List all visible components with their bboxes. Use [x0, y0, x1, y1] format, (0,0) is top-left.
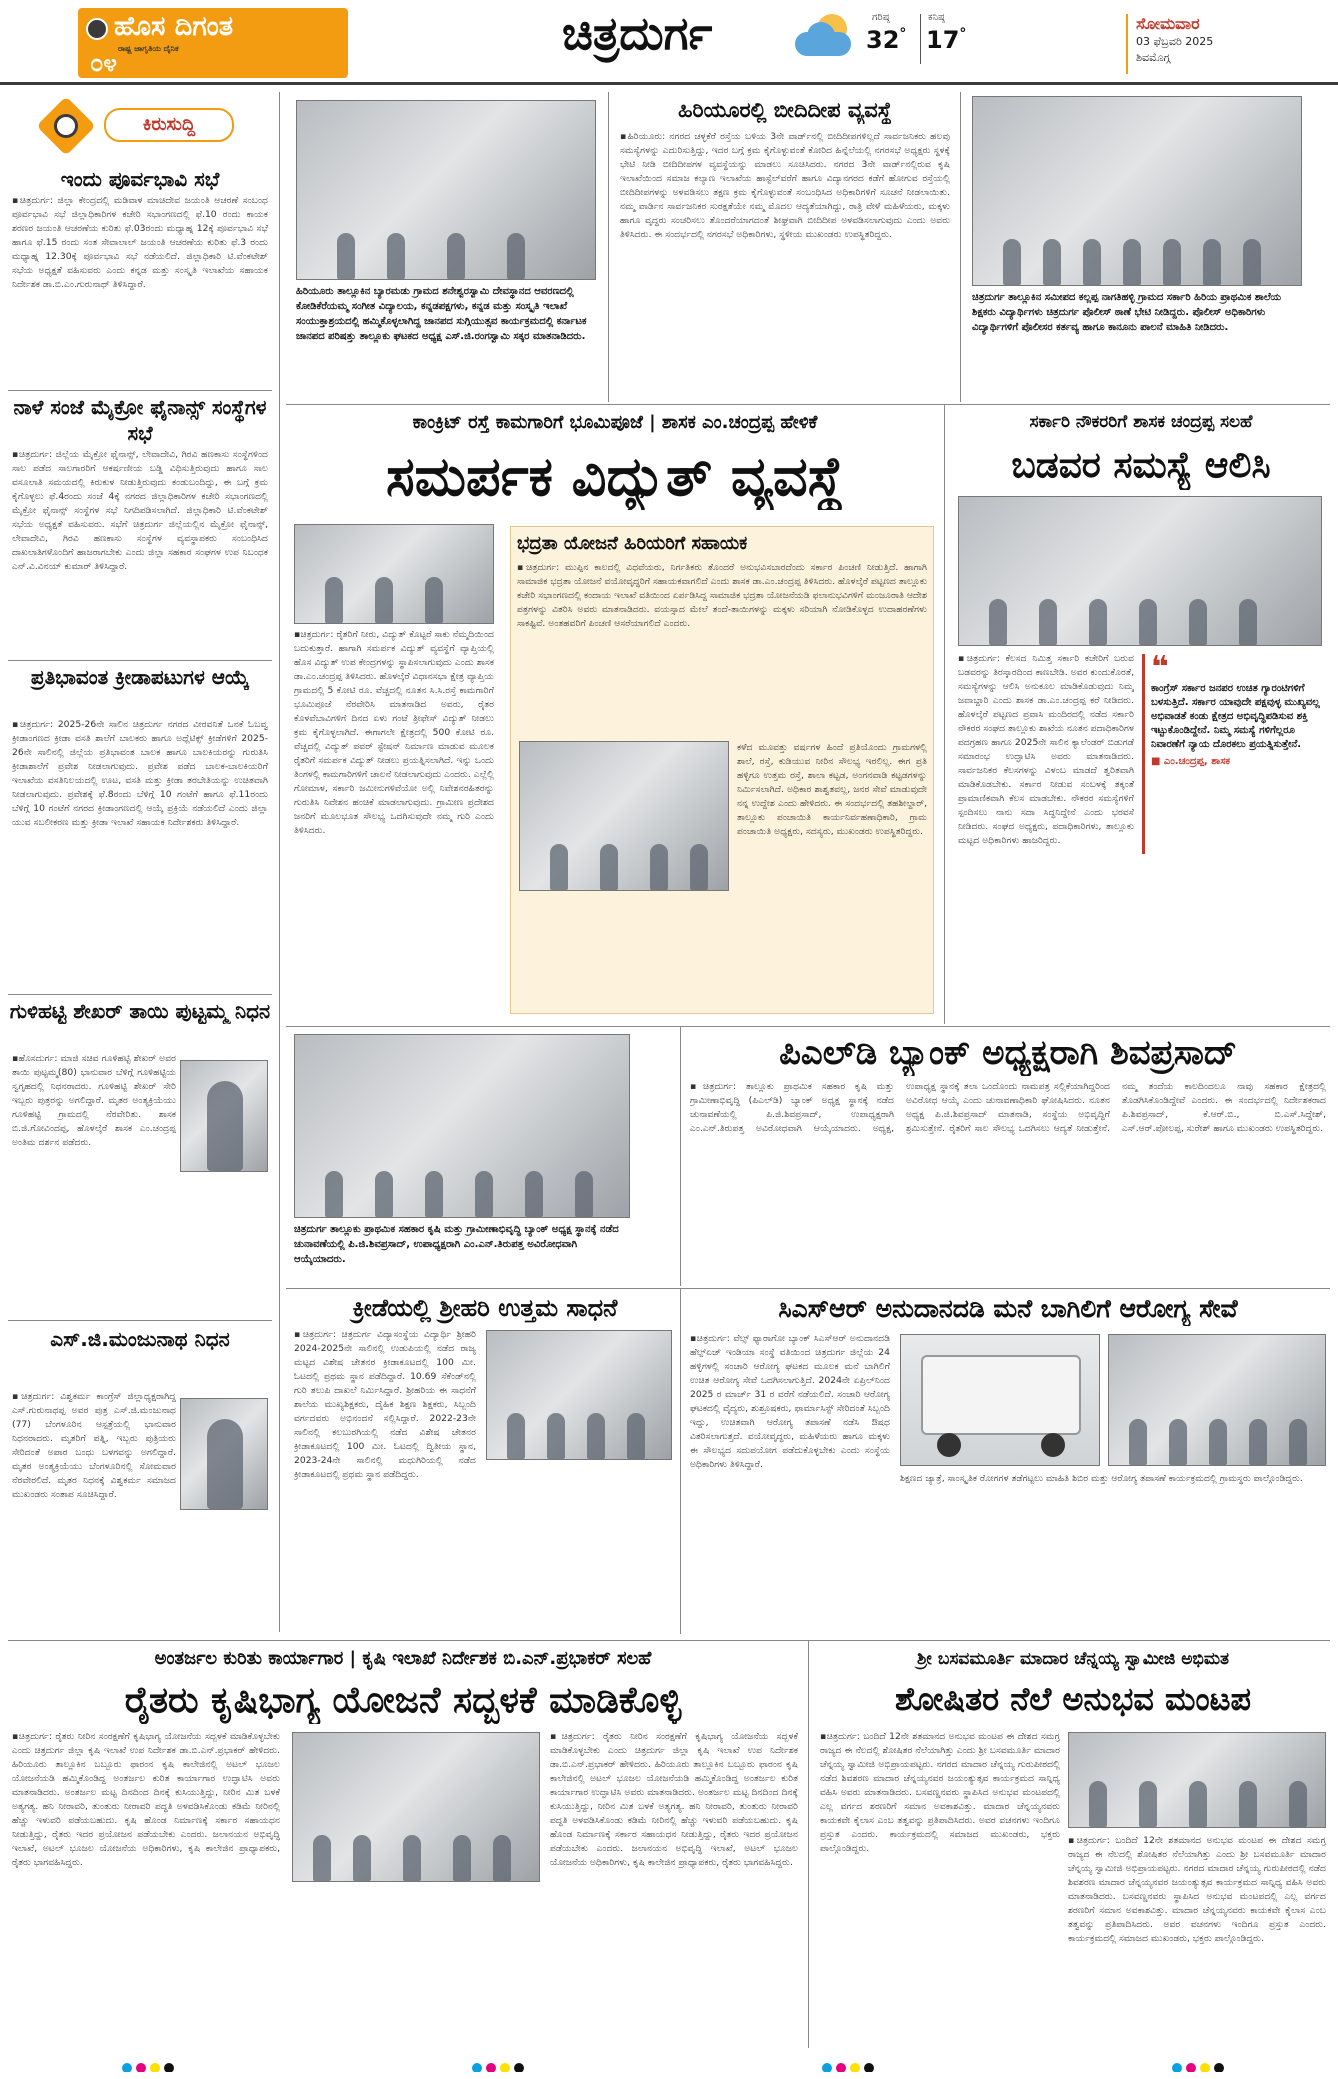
pld-photo [294, 1034, 630, 1218]
sidebar-headline: ನಾಳೆ ಸಂಜೆ ಮೈಕ್ರೋ ಫೈನಾನ್ಸ್ ಸಂಸ್ಥೆಗಳ ಸಭೆ [13, 395, 267, 445]
masthead [0, 0, 1338, 86]
weather-cloud-icon [795, 14, 855, 64]
lead-box-photo [519, 741, 729, 891]
sports-photo [486, 1330, 672, 1460]
bottom-left-kicker: ಅಂತರ್ಜಲ ಕುರಿತು ಕಾರ್ಯಾಗಾರ | ಕೃಷಿ ಇಲಾಖೆ ನಿರ್ದೇಶಕ ಬಿ.ಎನ್.ಪ್ರಭಾಕರ್ ಸಲಹೆ [154, 1648, 652, 1669]
obituary-photo [180, 1060, 268, 1172]
lead-headline: ಸಮರ್ಪಕ ವಿದ್ಯುತ್ ವ್ಯವಸ್ಥೆ [385, 444, 845, 508]
bottom-right-body: ▪ಚಿತ್ರದುರ್ಗ: ಬಂದಿದೆ 12ನೇ ಶತಮಾನದ ಅನುಭವ ಮಂಟಪ ಈ ದೇಶದ ಸಮಗ್ರ ರಾಜ್ಯದ ಈ ನೆಲದಲ್ಲಿ ಶೋಷಿತರ ನೆಲೆಯಾಗಿತ್ತು ಎಂದು ಶ್ರೀ ಬಸವಮೂರ್ತಿ ಮಾದಾರ ಚೆನ್ನಯ್ಯ ಸ್ವಾಮೀಜಿ ಅಭಿಪ್ರಾಯಪಟ್ಟರು. ನಗರದ ಮಾದಾರ ಚೆನ್ನಯ್ಯ ಗುರುಪೀಠದಲ್ಲಿ ನಡೆದ ಶಿವಶರಣ ಮಾದಾರ ಚೆನ್ನಯ್ಯನವರ ಜಯಂತ್ಯುತ್ಸವ ಕಾರ್ಯಕ್ರಮದ ಸಾನ್ನಿಧ್ಯ ವಹಿಸಿ ಅವರು ಮಾತನಾಡಿದರು. ಬಸವಣ್ಣನವರು ಸ್ಥಾಪಿಸಿದ ಅನುಭವ ಮಂಟಪದಲ್ಲಿ ಎಲ್ಲ ವರ್ಗದ ಶರಣರಿಗೆ ಸಮಾನ ಅವಕಾಶವಿತ್ತು. ಮಾದಾರ ಚೆನ್ನಯ್ಯನವರು ಕಾಯಕವೇ ಕೈಲಾಸ ಎಂಬ ತತ್ವವನ್ನು ಪ್ರತಿಪಾದಿಸಿದರು. ಅವರ ವಚನಗಳು ಇಂದಿಗೂ ಪ್ರಸ್ತುತ ಎಂದರು. ಕಾರ್ಯಕ್ರಮದಲ್ಲಿ ಸಮಾಜದ ಮುಖಂಡರು, ಭಕ್ತರು ಪಾಲ್ಗೊಂಡಿದ್ದರು. [820, 1731, 1060, 1854]
health-group-photo [1108, 1334, 1326, 1466]
logo-badge-icon [86, 18, 108, 40]
date-box [1126, 14, 1276, 74]
sidebar-body: ▪ಚಿತ್ರದುರ್ಗ: ಜಿಲ್ಲೆಯ ಮೈಕ್ರೋ ಫೈನಾನ್ಸ್, ಲೇವಾದೇವಿ, ಗಿರವಿ ಹಣಕಾಸು ಸಂಸ್ಥೆಗಳಿಂದ ಸಾಲ ಪಡೆದ ಸಾಲಗಾರರಿಗೆ ಆಕರ್ಷಣೀಯ ಬಡ್ಡಿ ವಿಧಿಸುತ್ತಿರುವುದು ಹಾಗೂ ಸಾಲ ವಸೂಲಾತಿ ಸಮಯದಲ್ಲಿ ಕಿರುಕುಳ ನೀಡುತ್ತಿರುವುದು ಕಂಡುಬಂದಿದ್ದು, ಈ ಬಗ್ಗೆ ಕ್ರಮ ಕೈಗೊಳ್ಳಲು ಫೆ.4ರಂದು ಸಂಜೆ 4ಕ್ಕೆ ನಗರದ ಜಿಲ್ಲಾಧಿಕಾರಿಗಳ ಕಚೇರಿ ಸಭಾಂಗಣದಲ್ಲಿ ಮೈಕ್ರೋ ಫೈನಾನ್ಸ್ ಸಂಸ್ಥೆಗಳ ಸಭೆ ನಿಗದಿಪಡಿಸಲಾಗಿದೆ. ಜಿಲ್ಲಾಧಿಕಾರಿ ಟಿ.ವೆಂಕಟೇಶ್ ಸಭೆಯ ಅಧ್ಯಕ್ಷತೆ ವಹಿಸುವರು. ಸಭೆಗೆ ಚಿತ್ರದುರ್ಗ ಜಿಲ್ಲೆಯಲ್ಲಿನ ಮೈಕ್ರೋ ಫೈನಾನ್ಸ್, ಲೇವಾದೇವಿ, ಗಿರವಿ ಹಣಕಾಸು ಸಂಸ್ಥೆಗಳ ವ್ಯವಸ್ಥಾಪಕರು ಸಂಬಂಧಿಸಿದ ದಾಖಲಾತಿಗಳೊಂದಿಗೆ ಹಾಜರಾಗಬೇಕು ಎಂದು ಜಿಲ್ಲಾ ಸಹಕಾರ ಸಂಘಗಳ ಉಪ ನಿಬಂಧಕ ಎನ್.ವಿ.ವಿನಯ್ ಕುಮಾರ್ ತಿಳಿಸಿದ್ದಾರೆ. [12, 449, 268, 572]
district-name: ಚಿತ್ರದುರ್ಗ [562, 6, 713, 60]
lead-body-1: ▪ಚಿತ್ರದುರ್ಗ: ರೈತರಿಗೆ ನೀರು, ವಿದ್ಯುತ್ ಕೊಟ್ಟರೆ ಸಾಕು ನೆಮ್ಮದಿಯಿಂದ ಬದುಕುತ್ತಾರೆ. ಹಾಗಾಗಿ ಸಮರ್ಪಕ ವಿದ್ಯುತ್ ವ್ಯವಸ್ಥೆಗೆ ವ್ಯಾಪ್ತಿಯಲ್ಲಿ ಹೊಸ ವಿದ್ಯುತ್ ಉಪ ಕೇಂದ್ರಗಳನ್ನು ಸ್ಥಾಪಿಸಲಾಗುವುದು ಎಂದು ಶಾಸಕ ಡಾ.ಎಂ.ಚಂದ್ರಪ್ಪ ತಿಳಿಸಿದರು. ಹೊಳಲ್ಕೆರೆ ವಿಧಾನಸಭಾ ಕ್ಷೇತ್ರ ವ್ಯಾಪ್ತಿಯ ಗ್ರಾಮದಲ್ಲಿ 5 ಕೋಟಿ ರೂ. ವೆಚ್ಚದಲ್ಲಿ ನೂತನ ಸಿ.ಸಿ.ರಸ್ತೆ ಕಾಮಗಾರಿಗೆ ಭೂಮಿಪೂಜೆ ನೆರವೇರಿಸಿ ಮಾತನಾಡಿದ ಅವರು, ರೈತರ ಕೊಳವೆಬಾವಿಗಳಿಗೆ ದಿನದ ಏಳು ಗಂಟೆ ತ್ರೀಫೇಸ್ ವಿದ್ಯುತ್ ನೀಡಲು ಕ್ರಮ ಕೈಗೊಳ್ಳಲಾಗಿದೆ. ಈಗಾಗಲೇ ಕ್ಷೇತ್ರದಲ್ಲಿ 500 ಕೋಟಿ ರೂ. ವೆಚ್ಚದಲ್ಲಿ ವಿದ್ಯುತ್ ಪವರ್ ಸ್ಟೇಷನ್ ನಿರ್ಮಾಣ ಮಾಡುವ ಮೂಲಕ ರೈತರಿಗೆ ಸಮರ್ಪಕ ವಿದ್ಯುತ್ ನೀಡಲು ಪ್ರಯತ್ನಿಸಲಾಗಿದೆ. ಇನ್ನು ಒಂದು ತಿಂಗಳಲ್ಲಿ ಕಾಮಗಾರಿಗಳಿಗೆ ಚಾಲನೆ ನೀಡಲಾಗುವುದು ಎಂದರು. ಎಲ್ಲೆಲ್ಲಿ ಗೋಮಾಳ, ಸರ್ಕಾರಿ ಜಮೀನುಗಳಿವೆಯೋ ಅಲ್ಲಿ ನಿವೇಶನರಹಿತರನ್ನು ಗುರುತಿಸಿ ನಿವೇಶನ ಹಂಚಿಕೆ ಮಾಡಲಾಗುವುದು. ಗ್ರಾಮೀಣ ಪ್ರದೇಶದ ಜನರಿಗೆ ಮೂಲಭೂತ ಸೌಲಭ್ಯ ಒದಗಿಸುವುದೇ ನಮ್ಮ ಗುರಿ ಎಂದು ತಿಳಿಸಿದರು. [294, 629, 494, 836]
right-story-photo [958, 496, 1322, 646]
top-photo-2 [972, 96, 1302, 286]
kirusuddi-badge [38, 98, 238, 154]
bottom-left-body-2: ▪ಚಿತ್ರದುರ್ಗ: ರೈತರು ನೀರಿನ ಸಂರಕ್ಷಣೆಗೆ ಕೃಷಿಭಾಗ್ಯ ಯೋಜನೆಯ ಸದ್ಬಳಕೆ ಮಾಡಿಕೊಳ್ಳಬೇಕು ಎಂದು ಚಿತ್ರದುರ್ಗ ಜಿಲ್ಲಾ ಕೃಷಿ ಇಲಾಖೆ ಉಪ ನಿರ್ದೇಶಕ ಡಾ.ಬಿ.ಎನ್.ಪ್ರಭಾಕರ್ ಹೇಳಿದರು. ಹಿರಿಯೂರು ತಾಲ್ಲೂಕಿನ ಬಬ್ಬೂರು ಫಾರಂನ ಕೃಷಿ ಕಾಲೇಜಿನಲ್ಲಿ ಅಟಲ್ ಭೂಜಲ ಯೋಜನೆಯಡಿ ಹಮ್ಮಿಕೊಂಡಿದ್ದ ಅಂತರ್ಜಲ ಕುರಿತ ಕಾರ್ಯಾಗಾರ ಉದ್ಘಾಟಿಸಿ ಅವರು ಮಾತನಾಡಿದರು. ಅಂತರ್ಜಲ ಮಟ್ಟ ದಿನದಿಂದ ದಿನಕ್ಕೆ ಕುಸಿಯುತ್ತಿದ್ದು, ನೀರಿನ ಮಿತ ಬಳಕೆ ಅತ್ಯಗತ್ಯ. ಹನಿ ನೀರಾವರಿ, ತುಂತುರು ನೀರಾವರಿ ಪದ್ಧತಿ ಅಳವಡಿಸಿಕೊಂಡು ಕಡಿಮೆ ನೀರಿನಲ್ಲಿ ಹೆಚ್ಚು ಇಳುವರಿ ಪಡೆಯಬಹುದು. ಕೃಷಿ ಹೊಂಡ ನಿರ್ಮಾಣಕ್ಕೆ ಸರ್ಕಾರ ಸಹಾಯಧನ ನೀಡುತ್ತಿದ್ದು, ರೈತರು ಇದರ ಪ್ರಯೋಜನ ಪಡೆಯಬೇಕು ಎಂದರು. ಜಲಾನಯನ ಅಭಿವೃದ್ಧಿ ಇಲಾಖೆ, ಅಟಲ್ ಭೂಜಲ ಯೋಜನೆಯ ಅಧಿಕಾರಿಗಳು, ಕೃಷಿ ಕಾಲೇಜಿನ ಪ್ರಾಧ್ಯಾಪಕರು, ರೈತರು ಭಾಗವಹಿಸಿದ್ದರು. [550, 1731, 798, 1868]
health-headline: ಸಿಎಸ್‌ಆರ್ ಅನುದಾನದಡಿ ಮನೆ ಬಾಗಿಲಿಗೆ ಆರೋಗ್ಯ ಸೇವೆ [778, 1294, 1238, 1323]
page-number: ೦೪ [90, 49, 117, 77]
bottom-right-photo [1068, 1732, 1326, 1828]
registration-marks [820, 2058, 900, 2072]
edition-label: ಶಿವಮೊಗ್ಗ [1136, 51, 1171, 64]
streetlight-headline: ಹಿರಿಯೂರಲ್ಲಿ ಬೀದಿದೀಪ ವ್ಯವಸ್ಥೆ [678, 98, 892, 122]
sidebar-headline: ಗುಳಿಹಟ್ಟಿ ಶೇಖರ್ ತಾಯಿ ಪುಟ್ಟಮ್ಮ ನಿಧನ [9, 999, 271, 1023]
top-photo-1-caption: ಹಿರಿಯೂರು ತಾಲ್ಲೂಕಿನ ಬ್ಯಾರಮಡು ಗ್ರಾಮದ ಶನೇಶ್ವರಸ್ವಾಮಿ ದೇವಸ್ಥಾನದ ಆವರಣದಲ್ಲಿ ಕೋಡಿಕೆರೆಯಮ್ಮ ಸಂಗೀತ ವಿದ್ಯಾಲಯ, ಕನ್ನಡಪಕ್ಷಗಳು, ಕನ್ನಡ ಮತ್ತು ಸಂಸ್ಕೃತಿ ಇಲಾಖೆ ಸಂಯುಕ್ತಾಶ್ರಯದಲ್ಲಿ ಹಮ್ಮಿಕೊಳ್ಳಲಾಗಿದ್ದ ಜಾನಪದ ಸುಗ್ಗಿಯುತ್ಸವ ಕಾರ್ಯಕ್ರಮದಲ್ಲಿ ಕರ್ನಾಟಕ ಜಾನಪದ ಪರಿಷತ್ತು ತಾಲ್ಲೂಕು ಘಟಕದ ಅಧ್ಯಕ್ಷ ಎಸ್.ಜಿ.ರಂಗಸ್ವಾಮಿ ಸಕ್ಕರ ಮಾತನಾಡಿದರು. [296, 286, 587, 342]
min-temp-label: ಕನಿಷ್ಠ [928, 12, 945, 23]
top-photo-1 [296, 100, 596, 280]
right-story-headline: ಬಡವರ ಸಮಸ್ಯೆ ಆಲಿಸಿ [1011, 444, 1271, 486]
sidebar-headline: ಪ್ರತಿಭಾವಂತ ಕ್ರೀಡಾಪಟುಗಳ ಆಯ್ಕೆ [30, 665, 250, 689]
lead-box-body-2: ಕಳೆದ ಮೂವತ್ತು ವರ್ಷಗಳ ಹಿಂದೆ ಪ್ರತಿಯೊಂದು ಗ್ರಾಮಗಳಲ್ಲಿ ಶಾಲೆ, ರಸ್ತೆ, ಕುಡಿಯುವ ನೀರಿನ ಸೌಲಭ್ಯ ಇರಲಿಲ್ಲ. ಈಗ ಪ್ರತಿ ಹಳ್ಳಿಗೂ ಉತ್ತಮ ರಸ್ತೆ, ಶಾಲಾ ಕಟ್ಟಡ, ಅಂಗನವಾಡಿ ಕಟ್ಟಡಗಳನ್ನು ನಿರ್ಮಿಸಲಾಗಿದೆ. ಅಧಿಕಾರ ಶಾಶ್ವತವಲ್ಲ, ಜನರ ಸೇವೆ ಮಾಡುವುದೇ ನನ್ನ ಉದ್ದೇಶ ಎಂದು ಹೇಳಿದರು. ಈ ಸಂದರ್ಭದಲ್ಲಿ ತಹಶೀಲ್ದಾರ್, ತಾಲ್ಲೂಕು ಪಂಚಾಯಿತಿ ಕಾರ್ಯನಿರ್ವಹಣಾಧಿಕಾರಿ, ಗ್ರಾಮ ಪಂಚಾಯಿತಿ ಅಧ್ಯಕ್ಷರು, ಸದಸ್ಯರು, ಮುಖಂಡರು ಉಪಸ್ಥಿತರಿದ್ದರು. [737, 742, 927, 837]
pld-headline: ಪಿಎಲ್‌ಡಿ ಬ್ಯಾಂಕ್ ಅಧ್ಯಕ್ಷರಾಗಿ ಶಿವಪ್ರಸಾದ್ [779, 1033, 1237, 1073]
quote-mark-icon: ❝ [1151, 654, 1169, 685]
registration-marks [1170, 2058, 1250, 2072]
health-body: ▪ಚಿತ್ರದುರ್ಗ: ವೆಲ್ಸ್ ಫ್ಯಾರಾಗೋ ಬ್ಯಾಂಕ್ ಸಿಎಸ್‌ಆರ್ ಅನುದಾನದಡಿ ಹೆಲ್ಪ್‌ಏಜ್ ಇಂಡಿಯಾ ಸಂಸ್ಥೆ ವತಿಯಿಂದ ಚಿತ್ರದುರ್ಗ ಜಿಲ್ಲೆಯ 24 ಹಳ್ಳಿಗಳಲ್ಲಿ ಸಂಚಾರಿ ಆರೋಗ್ಯ ಘಟಕದ ಮೂಲಕ ಮನೆ ಬಾಗಿಲಿಗೆ ಉಚಿತ ಆರೋಗ್ಯ ಸೇವೆ ಒದಗಿಸಲಾಗುತ್ತಿದೆ. 2024ನೇ ಏಪ್ರಿಲ್‌ನಿಂದ 2025 ರ ಮಾರ್ಚ್ 31 ರ ವರೆಗೆ ನಡೆಯಲಿದೆ. ಸಂಚಾರಿ ಆರೋಗ್ಯ ಘಟಕದಲ್ಲಿ ವೈದ್ಯರು, ಶುಶ್ರೂಷಕರು, ಫಾರ್ಮಾಸಿಸ್ಟ್ ಸೇರಿದಂತೆ ಸಿಬ್ಬಂದಿ ಇದ್ದು, ಉಚಿತವಾಗಿ ಆರೋಗ್ಯ ತಪಾಸಣೆ ನಡೆಸಿ ಔಷಧ ವಿತರಿಸಲಾಗುತ್ತದೆ. ವಯೋವೃದ್ಧರು, ಮಹಿಳೆಯರು ಹಾಗೂ ಮಕ್ಕಳು ಈ ಸೌಲಭ್ಯದ ಸದುಪಯೋಗ ಪಡೆದುಕೊಳ್ಳಬೇಕು ಎಂದು ಸಂಸ್ಥೆಯ ಅಧಿಕಾರಿಗಳು ತಿಳಿಸಿದ್ದಾರೆ. [690, 1333, 890, 1470]
lead-box [510, 526, 934, 1014]
max-temp: 32° [866, 26, 907, 54]
pld-body: ▪ಚಿತ್ರದುರ್ಗ: ತಾಲ್ಲೂಕು ಪ್ರಾಥಮಿಕ ಸಹಕಾರ ಕೃಷಿ ಮತ್ತು ಗ್ರಾಮೀಣಾಭಿವೃದ್ಧಿ (ಪಿಎಲ್‌ಡಿ) ಬ್ಯಾಂಕ್ ಅಧ್ಯಕ್ಷ ಸ್ಥಾನಕ್ಕೆ ನಡೆದ ಚುನಾವಣೆಯಲ್ಲಿ ಪಿ.ಜಿ.ಶಿವಪ್ರಸಾದ್, ಉಪಾಧ್ಯಕ್ಷರಾಗಿ ಎಂ.ಎನ್.ತಿರುಪತ್ತ ಅವಿರೋಧವಾಗಿ ಆಯ್ಕೆಯಾದರು. ಅಧ್ಯಕ್ಷ, ಉಪಾಧ್ಯಕ್ಷ ಸ್ಥಾನಕ್ಕೆ ತಲಾ ಒಂದೊಂದು ನಾಮಪತ್ರ ಸಲ್ಲಿಕೆಯಾಗಿದ್ದರಿಂದ ಅವಿರೋಧ ಆಯ್ಕೆ ಎಂದು ಚುನಾವಣಾಧಿಕಾರಿ ಘೋಷಿಸಿದರು. ನೂತನ ಅಧ್ಯಕ್ಷ ಪಿ.ಜಿ.ಶಿವಪ್ರಸಾದ್ ಮಾತನಾಡಿ, ಸಂಸ್ಥೆಯ ಅಭಿವೃದ್ಧಿಗೆ ಶ್ರಮಿಸುತ್ತೇನೆ. ರೈತರಿಗೆ ಸಾಲ ಸೌಲಭ್ಯ ಒದಗಿಸಲು ಆದ್ಯತೆ ನೀಡುತ್ತೇನೆ. ನಮ್ಮ ತಂದೆಯ ಕಾಲದಿಂದಲೂ ನಾವು ಸಹಕಾರ ಕ್ಷೇತ್ರದಲ್ಲಿ ತೊಡಗಿಸಿಕೊಂಡಿದ್ದೇವೆ ಎಂದರು. ಈ ಸಂದರ್ಭದಲ್ಲಿ ನಿರ್ದೇಶಕರಾದ ಪಿ.ಶಿವಪ್ರಸಾದ್, ಕೆ.ಆರ್.ಬಿ., ಬಿ.ಎಸ್.ಸಿದ್ದೇಶ್, ಎಸ್.ಆರ್.ಪೋಲಪ್ಪ, ಸುರೇಶ್ ಹಾಗೂ ಮುಖಂಡರು ಉಪಸ್ಥಿತರಿದ್ದರು. [690, 1081, 1326, 1134]
health-photo-caption: ಶಿಕ್ಷಣದ ಜ್ಯಾತ್ರೆ, ಸಾಂಸ್ಕೃತಿಕ ರೋಗಗಳ ತಡೆಗಟ್ಟಲು ಮಾಹಿತಿ ಶಿಬಿರ ಮತ್ತು ಆರೋಗ್ಯ ತಪಾಸಣೆ ಕಾರ್ಯಕ್ರಮದಲ್ಲಿ ಗ್ರಾಮಸ್ಥರು ಪಾಲ್ಗೊಂಡಿದ್ದರು. [900, 1473, 1303, 1484]
bottom-left-photo [292, 1732, 540, 1882]
registration-marks [470, 2058, 550, 2072]
sidebar-headline: ಇಂದು ಪೂರ್ವಭಾವಿ ಸಭೆ [60, 167, 220, 191]
registration-marks [120, 2058, 200, 2072]
temp-divider [920, 14, 921, 64]
kirusuddi-label: ಕಿರುಸುದ್ದಿ [104, 108, 234, 142]
bottom-right-headline: ಶೋಷಿತರ ನೆಲೆ ಅನುಭವ ಮಂಟಪ [894, 1680, 1252, 1718]
logo-box [78, 8, 348, 78]
obituary-photo [180, 1398, 268, 1510]
health-vehicle-photo [900, 1334, 1100, 1466]
bottom-right-body-2: ▪ಚಿತ್ರದುರ್ಗ: ಬಂದಿದೆ 12ನೇ ಶತಮಾನದ ಅನುಭವ ಮಂಟಪ ಈ ದೇಶದ ಸಮಗ್ರ ರಾಜ್ಯದ ಈ ನೆಲದಲ್ಲಿ ಶೋಷಿತರ ನೆಲೆಯಾಗಿತ್ತು ಎಂದು ಶ್ರೀ ಬಸವಮೂರ್ತಿ ಮಾದಾರ ಚೆನ್ನಯ್ಯ ಸ್ವಾಮೀಜಿ ಅಭಿಪ್ರಾಯಪಟ್ಟರು. ನಗರದ ಮಾದಾರ ಚೆನ್ನಯ್ಯ ಗುರುಪೀಠದಲ್ಲಿ ನಡೆದ ಶಿವಶರಣ ಮಾದಾರ ಚೆನ್ನಯ್ಯನವರ ಜಯಂತ್ಯುತ್ಸವ ಕಾರ್ಯಕ್ರಮದ ಸಾನ್ನಿಧ್ಯ ವಹಿಸಿ ಅವರು ಮಾತನಾಡಿದರು. ಬಸವಣ್ಣನವರು ಸ್ಥಾಪಿಸಿದ ಅನುಭವ ಮಂಟಪದಲ್ಲಿ ಎಲ್ಲ ವರ್ಗದ ಶರಣರಿಗೆ ಸಮಾನ ಅವಕಾಶವಿತ್ತು. ಮಾದಾರ ಚೆನ್ನಯ್ಯನವರು ಕಾಯಕವೇ ಕೈಲಾಸ ಎಂಬ ತತ್ವವನ್ನು ಪ್ರತಿಪಾದಿಸಿದರು. ಅವರ ವಚನಗಳು ಇಂದಿಗೂ ಪ್ರಸ್ತುತ ಎಂದರು. ಕಾರ್ಯಕ್ರಮದಲ್ಲಿ ಸಮಾಜದ ಮುಖಂಡರು, ಭಕ್ತರು ಪಾಲ್ಗೊಂಡಿದ್ದರು. [1068, 1835, 1326, 1944]
kirusuddi-hand-icon [54, 114, 78, 138]
right-story-kicker: ಸರ್ಕಾರಿ ನೌಕರರಿಗೆ ಶಾಸಕ ಚಂದ್ರಪ್ಪ ಸಲಹೆ [1029, 412, 1253, 432]
min-temp: 17° [926, 26, 967, 54]
streetlight-body: ▪ಹಿರಿಯೂರು: ನಗರದ ಚಳ್ಳಕೆರೆ ರಸ್ತೆಯ ಬಳಿಯ 3ನೇ ವಾರ್ಡ್‌ನಲ್ಲಿ ಬೀದಿದೀಪಗಳಿಲ್ಲದೆ ಸಾರ್ವಜನಿಕರು ಹಲವು ಸಮಸ್ಯೆಗಳನ್ನು ಎದುರಿಸುತ್ತಿದ್ದು, ಇದರ ಬಗ್ಗೆ ಕ್ರಮ ಕೈಗೊಳ್ಳುವಂತೆ ಕೋರಿದ ಹಿನ್ನೆಲೆಯಲ್ಲಿ ನಗರಸಭೆ ಅಧ್ಯಕ್ಷರು ಸ್ಥಳಕ್ಕೆ ಭೇಟಿ ನೀಡಿ ಬೀದಿದೀಪಗಳ ವ್ಯವಸ್ಥೆಯನ್ನು ಮಾಡಲು ಸೂಚಿಸಿದರು. ನಗರದ 3ನೇ ವಾರ್ಡ್‌ನಲ್ಲಿರುವ ಕೃಷಿ ಇಲಾಖೆಯಿಂದ ಸಮಾಜ ಕಲ್ಯಾಣ ಇಲಾಖೆಯ ಹಾಸ್ಟೆಲ್‌ವರೆಗೆ ಹಾಗೂ ವಿದ್ಯಾನಗರದ ಕಡೆಗೆ ಹೋಗುವ ರಸ್ತೆಯಲ್ಲಿ ಬೀದಿದೀಪಗಳನ್ನು ಅಳವಡಿಸಲು ತಕ್ಷಣ ಕ್ರಮ ಕೈಗೊಳ್ಳುವಂತೆ ಸಂಬಂಧಿಸಿದ ಅಧಿಕಾರಿಗಳಿಗೆ ಸೂಚನೆ ನೀಡಲಾಯಿತು. ನಮ್ಮ ವಾರ್ಡಿನ ಸಾರ್ವಜನಿಕರ ಸುರಕ್ಷತೆಯೇ ನಮ್ಮ ಮೊದಲ ಆದ್ಯತೆಯಾಗಿದ್ದು, ರಾತ್ರಿ ವೇಳೆ ಮಹಿಳೆಯರು, ಮಕ್ಕಳು ಹಾಗೂ ವೃದ್ಧರು ಸಂಚರಿಸಲು ತೊಂದರೆಯಾಗದಂತೆ ಶೀಘ್ರವಾಗಿ ಬೀದಿದೀಪ ಅಳವಡಿಸಲಾಗುವುದು ಎಂದು ಅವರು ತಿಳಿಸಿದರು. ಈ ಸಂದರ್ಭದಲ್ಲಿ ನಗರಸಭೆ ಅಧಿಕಾರಿಗಳು, ಸ್ಥಳೀಯ ಮುಖಂಡರು ಉಪಸ್ಥಿತರಿದ್ದರು. [620, 131, 950, 240]
pld-photo-caption: ಚಿತ್ರದುರ್ಗ ತಾಲ್ಲೂಕು ಪ್ರಾಥಮಿಕ ಸಹಕಾರ ಕೃಷಿ ಮತ್ತು ಗ್ರಾಮೀಣಾಭಿವೃದ್ಧಿ ಬ್ಯಾಂಕ್ ಅಧ್ಯಕ್ಷ ಸ್ಥಾನಕ್ಕೆ ನಡೆದ ಚುನಾವಣೆಯಲ್ಲಿ ಪಿ.ಜಿ.ಶಿವಪ್ರಸಾದ್, ಉಪಾಧ್ಯಕ್ಷರಾಗಿ ಎಂ.ಎನ್.ತಿರುಪತ್ತ ಅವಿರೋಧವಾಗಿ ಆಯ್ಕೆಯಾದರು. [294, 1224, 619, 1265]
bottom-left-headline: ರೈತರು ಕೃಷಿಭಾಗ್ಯ ಯೋಜನೆ ಸದ್ಬಳಕೆ ಮಾಡಿಕೊಳ್ಳಿ [124, 1679, 682, 1721]
quote-author: ■ ಎಂ.ಚಂದ್ರಪ್ಪ, ಶಾಸಕ [1151, 756, 1231, 767]
quote-box [1142, 654, 1324, 854]
quote-text: ಕಾಂಗ್ರೆಸ್ ಸರ್ಕಾರ ಜನಪರ ಉಚಿತ ಗ್ಯಾರಂಟಿಗಳಿಗೆ ಬಳಸುತ್ತಿದೆ. ಸರ್ಕಾರ ಯಾವುದೇ ಪಕ್ಷವುಳ್ಳ ಮುಖ್ಯವಲ್ಲ ಅಭಿವಾಡತೆ ಕಂಡು ಕ್ಷೇತ್ರದ ಅಭಿವೃದ್ಧಿಪಡಿಸುವ ಶಕ್ತಿ ಇಟ್ಟುಕೊಂಡಿದ್ದೇನೆ. ನಿಮ್ಮ ಸಮಸ್ಯೆ ಗಳಿಗೆಲ್ಲರೂ ನಿವಾರಣೆಗೆ ನ್ಯಾಯ ದೊರಕಲು ಪ್ರಯತ್ನಿಸುತ್ತೇನೆ. [1151, 683, 1320, 750]
sports-headline: ಕ್ರೀಡೆಯಲ್ಲಿ ಶ್ರೀಹರಿ ಉತ್ತಮ ಸಾಧನೆ [352, 1294, 618, 1322]
bottom-right-kicker: ಶ್ರೀ ಬಸವಮೂರ್ತಿ ಮಾದಾರ ಚೆನ್ನಯ್ಯ ಸ್ವಾಮೀಜಿ ಅಭಿಮತ [916, 1649, 1229, 1669]
sidebar [8, 94, 272, 1634]
lead-photo-1 [294, 524, 494, 624]
masthead-rule [0, 82, 1338, 85]
sidebar-body: ▪ಚಿತ್ರದುರ್ಗ: ವಿಶ್ವಕರ್ಮ ಕಾಂಗ್ರೆಸ್ ಜಿಲ್ಲಾಧ್ಯಕ್ಷರಾಗಿದ್ದ ಎಸ್.ಗುರುನಾಥಪ್ಪ ಅವರ ಪುತ್ರ ಎಸ್.ಜಿ.ಮಂಜುನಾಥ (77) ಬೆಂಗಳೂರಿನ ಆಸ್ಪತ್ರೆಯಲ್ಲಿ ಭಾನುವಾರ ನಿಧನರಾದರು. ಮೃತರಿಗೆ ಪತ್ನಿ, ಇಬ್ಬರು ಪುತ್ರಿಯರು ಸೇರಿದಂತೆ ಅಪಾರ ಬಂಧು ಬಳಗವನ್ನು ಅಗಲಿದ್ದಾರೆ. ಮೃತರ ಅಂತ್ಯಕ್ರಿಯೆಯು ಬೆಂಗಳೂರಿನಲ್ಲಿ ಸೋಮವಾರ ನೆರವೇರಲಿದೆ. ಮೃತರ ನಿಧನಕ್ಕೆ ವಿಶ್ವಕರ್ಮ ಸಮಾಜದ ಮುಖಂಡರು ಸಂತಾಪ ಸೂಚಿಸಿದ್ದಾರೆ. [12, 1391, 176, 1500]
sidebar-body: ▪ಚಿತ್ರದುರ್ಗ: 2025-26ನೇ ಸಾಲಿನ ಚಿತ್ರದುರ್ಗ ನಗರದ ವೀರವನಿತೆ ಒನಕೆ ಓಬವ್ವ ಕ್ರೀಡಾಂಗಣದ ಕ್ರೀಡಾ ವಸತಿ ಶಾಲೆಗೆ ಬಾಲಕರು ಹಾಗೂ ಅಥ್ಲೆಟಿಕ್ಸ್ ಕ್ರೀಡೆಗಳಿಗೆ 2025-26ನೇ ಸಾಲಿನಲ್ಲಿ ಜಿಲ್ಲೆಯ ಪ್ರತಿಭಾವಂತ ಬಾಲಕ ಹಾಗೂ ಬಾಲಕಿಯರನ್ನು ಗುರುತಿಸಿ ಕ್ರೀಡಾಶಾಲೆಗೆ ಪ್ರವೇಶ ನೀಡಲಾಗುವುದು. ಪ್ರವೇಶ ಪಡೆದ ಬಾಲಕ-ಬಾಲಕಿಯರಿಗೆ ಇಲಾಖೆಯ ವಸತಿನಿಲಯದಲ್ಲಿ ಊಟ, ವಸತಿ ಮತ್ತು ಕ್ರೀಡಾ ತರಬೇತಿಯನ್ನು ಉಚಿತವಾಗಿ ನೀಡಲಾಗುವುದು. ಪ್ರವೇಶಕ್ಕೆ ಫೆ.8ರಂದು ಬೆಳಿಗ್ಗೆ 10 ಗಂಟೆಗೆ ಹಾಗೂ ಫೆ.11ರಂದು ಬೆಳಿಗ್ಗೆ 10 ಗಂಟೆಗೆ ನಗರದ ಕ್ರೀಡಾಂಗಣದಲ್ಲಿ ಆಯ್ಕೆ ಪ್ರಕ್ರಿಯೆ ನಡೆಯಲಿದೆ ಎಂದು ಜಿಲ್ಲಾ ಯುವ ಸಬಲೀಕರಣ ಮತ್ತು ಕ್ರೀಡಾ ಇಲಾಖೆ ಸಹಾಯಕ ನಿರ್ದೇಶಕರು ತಿಳಿಸಿದ್ದಾರೆ. [12, 719, 268, 828]
sidebar-headline: ಎಸ್.ಜಿ.ಮಂಜುನಾಥ ನಿಧನ [50, 1327, 230, 1351]
lead-box-body: ▪ಚಿತ್ರದುರ್ಗ: ಮುಪ್ಪಿನ ಕಾಲದಲ್ಲಿ ವಿಧವೆಯರು, ನಿರ್ಗತಿಕರು ತೊಂದರೆ ಅನುಭವಿಸಬಾರದೆಂದು ಸರ್ಕಾರ ಪಿಂಚಣಿ ನೀಡುತ್ತಿದೆ. ಹಾಗಾಗಿ ಸಾಮಾಜಿಕ ಭದ್ರತಾ ಯೋಜನೆ ವಯೋವೃದ್ಧರಿಗೆ ಸಹಾಯಕವಾಗಲಿದೆ ಎಂದು ಶಾಸಕ ಡಾ.ಎಂ.ಚಂದ್ರಪ್ಪ ತಿಳಿಸಿದರು. ಹೊಳಲ್ಕೆರೆ ಪಟ್ಟಣದ ತಾಲ್ಲೂಕು ಕಚೇರಿ ಸಭಾಂಗಣದಲ್ಲಿ ಕಂದಾಯ ಇಲಾಖೆ ವತಿಯಿಂದ ಏರ್ಪಡಿಸಿದ್ದ ಸಾಮಾಜಿಕ ಭದ್ರತಾ ಯೋಜನೆಯಡಿ ಫಲಾನುಭವಿಗಳಿಗೆ ಮಂಜೂರಾತಿ ಆದೇಶ ಪತ್ರಗಳನ್ನು ವಿತರಿಸಿ ಅವರು ಮಾತನಾಡಿದರು. ವಯಸ್ಸಾದ ಮೇಲೆ ತಂದೆ-ತಾಯಿಗಳನ್ನು ಮಕ್ಕಳು ಸರಿಯಾಗಿ ನೋಡಿಕೊಳ್ಳದ ಉದಾಹರಣೆಗಳು ಸಾಕಷ್ಟಿವೆ. ಅಂತಹವರಿಗೆ ಪಿಂಚಣಿ ಆಸರೆಯಾಗಲಿದೆ ಎಂದರು. [517, 562, 927, 629]
day-label: ಸೋಮವಾರ [1136, 14, 1200, 33]
logo-text: ಹೊಸ ದಿಗಂತ [114, 11, 234, 42]
lead-kicker: ಕಾಂಕ್ರಿಟ್ ರಸ್ತೆ ಕಾಮಗಾರಿಗೆ ಭೂಮಿಪೂಜೆ | ಶಾಸಕ ಎಂ.ಚಂದ್ರಪ್ಪ ಹೇಳಿಕೆ [412, 412, 818, 433]
logo-sub: ರಾಷ್ಟ್ರ ಜಾಗೃತಿಯ ದೈನಿಕ [118, 44, 179, 53]
date-label: 03 ಫೆಬ್ರವರಿ 2025 [1136, 35, 1214, 48]
right-story-body: ▪ಚಿತ್ರದುರ್ಗ: ಕೆಲಸದ ನಿಮಿತ್ತ ಸರ್ಕಾರಿ ಕಚೇರಿಗೆ ಬರುವ ಬಡವರನ್ನು ತಿರಸ್ಕಾರದಿಂದ ಕಾಣಬೇಡಿ. ಅವರ ಕುಂದುಕೊರತೆ, ಸಮಸ್ಯೆಗಳನ್ನು ಆಲಿಸಿ ಅನುಕೂಲ ಮಾಡಿಕೊಡುವುದು ನಿಮ್ಮ ಜವಾಬ್ದಾರಿ ಎಂದು ಶಾಸಕ ಡಾ.ಎಂ.ಚಂದ್ರಪ್ಪ ಕರೆ ನೀಡಿದರು. ಹೊಳಲ್ಕೆರೆ ಪಟ್ಟಣದ ಪ್ರವಾಸಿ ಮಂದಿರದಲ್ಲಿ ನಡೆದ ಸರ್ಕಾರಿ ನೌಕರರ ಸಂಘದ ತಾಲ್ಲೂಕು ಶಾಖೆಯ ನೂತನ ಪದಾಧಿಕಾರಿಗಳ ಪದಗ್ರಹಣ ಹಾಗೂ 2025ನೇ ಸಾಲಿನ ಕ್ಯಾಲೆಂಡರ್ ಬಿಡುಗಡೆ ಸಮಾರಂಭ ಉದ್ಘಾಟಿಸಿ ಅವರು ಮಾತನಾಡಿದರು. ಸಾರ್ವಜನಿಕರ ಕೆಲಸಗಳನ್ನು ವಿಳಂಬ ಮಾಡದೆ ತ್ವರಿತವಾಗಿ ಮಾಡಿಕೊಡಬೇಕು. ಸರ್ಕಾರ ನೀಡುವ ಸಂಬಳಕ್ಕೆ ತಕ್ಕಂತೆ ಪ್ರಾಮಾಣಿಕವಾಗಿ ಕೆಲಸ ಮಾಡಬೇಕು. ನೌಕರರ ಸಮಸ್ಯೆಗಳಿಗೆ ಸ್ಪಂದಿಸಲು ನಾನು ಸದಾ ಸಿದ್ಧನಿದ್ದೇನೆ ಎಂದು ಭರವಸೆ ನೀಡಿದರು. ಸಂಘದ ಅಧ್ಯಕ್ಷರು, ಪದಾಧಿಕಾರಿಗಳು, ತಾಲ್ಲೂಕು ಮಟ್ಟದ ಅಧಿಕಾರಿಗಳು ಹಾಜರಿದ್ದರು. [958, 653, 1134, 846]
top-photo-2-caption: ಚಿತ್ರದುರ್ಗ ತಾಲ್ಲೂಕಿನ ಸಮೀಪದ ಕಲ್ಲಪ್ಪ ನಾಗತಿಹಳ್ಳಿ ಗ್ರಾಮದ ಸರ್ಕಾರಿ ಹಿರಿಯ ಪ್ರಾಥಮಿಕ ಶಾಲೆಯ ಶಿಕ್ಷಕರು ವಿದ್ಯಾರ್ಥಿಗಳು ಚಿತ್ರದುರ್ಗ ಪೊಲೀಸ್ ಠಾಣೆ ಭೇಟಿ ನೀಡಿದ್ದರು. ಪೊಲೀಸ್ ಅಧಿಕಾರಿಗಳು ವಿದ್ಯಾರ್ಥಿಗಳಿಗೆ ಪೊಲೀಸರ ಕರ್ತವ್ಯ ಹಾಗೂ ಕಾನೂನು ಪಾಲನೆ ಮಾಹಿತಿ ನೀಡಿದರು. [972, 292, 1282, 333]
sports-body: ▪ಚಿತ್ರದುರ್ಗ: ಚಿತ್ರದುರ್ಗ ವಿದ್ಯಾಸಂಸ್ಥೆಯ ವಿದ್ಯಾರ್ಥಿ ಶ್ರೀಹರಿ 2024-2025ನೇ ಸಾಲಿನಲ್ಲಿ ಉಡುಪಿಯಲ್ಲಿ ನಡೆದ ರಾಜ್ಯ ಮಟ್ಟದ ವಿಶೇಷ ಚೇತನರ ಕ್ರೀಡಾಕೂಟದಲ್ಲಿ 100 ಮೀ. ಓಟದಲ್ಲಿ ಪ್ರಥಮ ಸ್ಥಾನ ಪಡೆದಿದ್ದಾರೆ. 10.69 ಸೆಕೆಂಡ್‌ನಲ್ಲಿ ಗುರಿ ತಲುಪಿ ದಾಖಲೆ ನಿರ್ಮಿಸಿದ್ದಾರೆ. ಶ್ರೀಹರಿಯ ಈ ಸಾಧನೆಗೆ ಶಾಲೆಯ ಮುಖ್ಯಶಿಕ್ಷಕರು, ದೈಹಿಕ ಶಿಕ್ಷಣ ಶಿಕ್ಷಕರು, ಸಿಬ್ಬಂದಿ ವರ್ಗದವರು ಅಭಿನಂದನೆ ಸಲ್ಲಿಸಿದ್ದಾರೆ. 2022-23ನೇ ಸಾಲಿನಲ್ಲಿ ಕಲಬುರಗಿಯಲ್ಲಿ ನಡೆದ ವಿಶೇಷ ಚೇತನರ ಕ್ರೀಡಾಕೂಟದಲ್ಲಿ 100 ಮೀ. ಓಟದಲ್ಲಿ ದ್ವಿತೀಯ ಸ್ಥಾನ, 2023-24ನೇ ಸಾಲಿನಲ್ಲಿ ಮಧುಗಿರಿಯಲ್ಲಿ ನಡೆದ ಕ್ರೀಡಾಕೂಟದಲ್ಲಿ ಪ್ರಥಮ ಸ್ಥಾನ ಪಡೆದಿದ್ದರು. [294, 1329, 476, 1480]
sidebar-body: ▪ಚಿತ್ರದುರ್ಗ: ಜಿಲ್ಲಾ ಕೇಂದ್ರದಲ್ಲಿ ಮಡಿವಾಳ ಮಾಚಿದೇವ ಜಯಂತಿ ಆಚರಣೆ ಸಂಬಂಧ ಪೂರ್ವಭಾವಿ ಸಭೆ ಜಿಲ್ಲಾಧಿಕಾರಿಗಳ ಕಚೇರಿ ಸಭಾಂಗಣದಲ್ಲಿ ಫೆ.10 ರಂದು ಕಾಯಕ ಶರಣರ ಜಯಂತಿ ಆಚರಣೆಯ ಕುರಿತು ಫೆ.03ರಂದು ಮಧ್ಯಾಹ್ನ 12ಕ್ಕೆ ಪೂರ್ವಭಾವಿ ಸಭೆ ಹಾಗೂ ಫೆ.15 ರಂದು ಸಂತ ಸೇವಾಲಾಲ್ ಜಯಂತಿ ಆಚರಣೆಯ ಕುರಿತು ಫೆ.3 ರಂದು ಮಧ್ಯಾಹ್ನ 12.30ಕ್ಕೆ ಪೂರ್ವಭಾವಿ ಸಭೆ ನಡೆಯಲಿದೆ. ಜಿಲ್ಲಾಧಿಕಾರಿ ಟಿ.ವೆಂಕಟೇಶ್ ಸಭೆಯ ಅಧ್ಯಕ್ಷತೆ ವಹಿಸುವರು ಎಂದು ಕನ್ನಡ ಮತ್ತು ಸಂಸ್ಕೃತಿ ಇಲಾಖೆಯ ಸಹಾಯಕ ನಿರ್ದೇಶಕ ಡಾ.ಬಿ.ಎಂ.ಗುರುನಾಥ್ ತಿಳಿಸಿದ್ದಾರೆ. [12, 195, 268, 290]
lead-box-title: ಭದ್ರತಾ ಯೋಜನೆ ಹಿರಿಯರಿಗೆ ಸಹಾಯಕ [517, 533, 748, 554]
bottom-left-body: ▪ಚಿತ್ರದುರ್ಗ: ರೈತರು ನೀರಿನ ಸಂರಕ್ಷಣೆಗೆ ಕೃಷಿಭಾಗ್ಯ ಯೋಜನೆಯ ಸದ್ಬಳಕೆ ಮಾಡಿಕೊಳ್ಳಬೇಕು ಎಂದು ಚಿತ್ರದುರ್ಗ ಜಿಲ್ಲಾ ಕೃಷಿ ಇಲಾಖೆ ಉಪ ನಿರ್ದೇಶಕ ಡಾ.ಬಿ.ಎನ್.ಪ್ರಭಾಕರ್ ಹೇಳಿದರು. ಹಿರಿಯೂರು ತಾಲ್ಲೂಕಿನ ಬಬ್ಬೂರು ಫಾರಂನ ಕೃಷಿ ಕಾಲೇಜಿನಲ್ಲಿ ಅಟಲ್ ಭೂಜಲ ಯೋಜನೆಯಡಿ ಹಮ್ಮಿಕೊಂಡಿದ್ದ ಅಂತರ್ಜಲ ಕುರಿತ ಕಾರ್ಯಾಗಾರ ಉದ್ಘಾಟಿಸಿ ಅವರು ಮಾತನಾಡಿದರು. ಅಂತರ್ಜಲ ಮಟ್ಟ ದಿನದಿಂದ ದಿನಕ್ಕೆ ಕುಸಿಯುತ್ತಿದ್ದು, ನೀರಿನ ಮಿತ ಬಳಕೆ ಅತ್ಯಗತ್ಯ. ಹನಿ ನೀರಾವರಿ, ತುಂತುರು ನೀರಾವರಿ ಪದ್ಧತಿ ಅಳವಡಿಸಿಕೊಂಡು ಕಡಿಮೆ ನೀರಿನಲ್ಲಿ ಹೆಚ್ಚು ಇಳುವರಿ ಪಡೆಯಬಹುದು. ಕೃಷಿ ಹೊಂಡ ನಿರ್ಮಾಣಕ್ಕೆ ಸರ್ಕಾರ ಸಹಾಯಧನ ನೀಡುತ್ತಿದ್ದು, ರೈತರು ಇದರ ಪ್ರಯೋಜನ ಪಡೆಯಬೇಕು ಎಂದರು. ಜಲಾನಯನ ಅಭಿವೃದ್ಧಿ ಇಲಾಖೆ, ಅಟಲ್ ಭೂಜಲ ಯೋಜನೆಯ ಅಧಿಕಾರಿಗಳು, ಕೃಷಿ ಕಾಲೇಜಿನ ಪ್ರಾಧ್ಯಾಪಕರು, ರೈತರು ಭಾಗವಹಿಸಿದ್ದರು. [12, 1731, 280, 1868]
max-temp-label: ಗರಿಷ್ಠ [872, 12, 890, 23]
sidebar-body: ▪ಹೊಸದುರ್ಗ: ಮಾಜಿ ಸಚಿವ ಗೂಳಿಹಟ್ಟಿ ಶೇಖರ್ ಅವರ ತಾಯಿ ಪುಟ್ಟಮ್ಮ(80) ಭಾನುವಾರ ಬೆಳಿಗ್ಗೆ ಗೂಳಿಹಟ್ಟಿಯ ಸ್ವಗೃಹದಲ್ಲಿ ನಿಧನರಾದರು. ಗೂಳಿಹಟ್ಟಿ ಶೇಖರ್ ಸೇರಿ ಇಬ್ಬರು ಪುತ್ರರನ್ನು ಅಗಲಿದ್ದಾರೆ. ಮೃತರ ಅಂತ್ಯಕ್ರಿಯೆಯು ಗೂಳಿಹಟ್ಟಿ ಗ್ರಾಮದಲ್ಲಿ ನೆರವೇರಿತು. ಶಾಸಕ ಬಿ.ಜಿ.ಗೋವಿಂದಪ್ಪ, ಹೊಳಲ್ಕೆರೆ ಶಾಸಕ ಎಂ.ಚಂದ್ರಪ್ಪ ಅಂತಿಮ ದರ್ಶನ ಪಡೆದರು. [12, 1053, 176, 1148]
